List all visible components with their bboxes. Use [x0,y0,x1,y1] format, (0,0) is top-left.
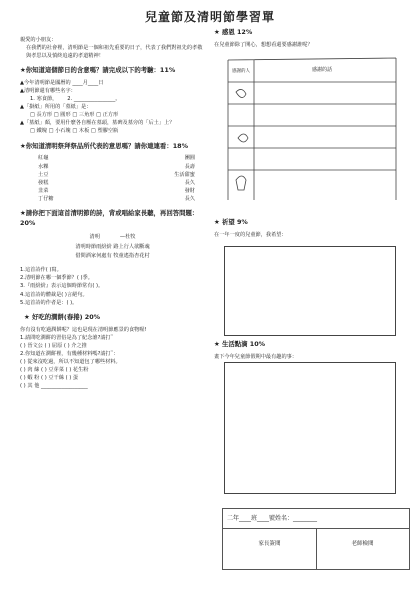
match-row[interactable] [20,187,205,195]
class-name-line[interactable]: 二年____班____號姓名：________ [223,509,409,529]
s1-q3: ▲「掛紙」所用的「墓紙」是： [20,104,92,111]
signature-box [222,508,410,570]
match-right: 長久 [184,195,195,202]
wish-heading: ★ 祈望 9% [214,218,248,226]
intro-text: 在我們的社會裡，清明節是一個和祖先重要的日子，代表了我們對祖先的孝敬與孝思以及慎終追遠的孝道精神！ [26,45,203,60]
wish-answer-box[interactable] [224,246,396,336]
poem-author: —杜牧 [119,233,136,240]
section2-heading: ★你知道清明祭拜祭品所代表的意思嗎？請你連連看：18% [20,141,189,150]
s4-line1: 你有沒有吃過潤餅呢？這也是現在清明節應景的食物喔! [20,326,147,333]
s1-q1: ▲今年清明節是國曆的 ____月____日 [20,80,104,87]
match-row[interactable] [20,171,205,179]
s1-q2: ▲清明節還有哪些名字： [20,88,76,95]
poem [20,233,205,263]
left-column [20,36,205,390]
match-left: 土豆 [38,171,49,178]
s4-q1-options[interactable]: ( ) 晉文公 ( ) 屈原 ( ) 介之推 [20,342,87,349]
match-left: 發糕 [38,179,49,186]
sign-divider [316,529,317,569]
match-right: 發財 [184,187,195,194]
s4-q1: 1.請問吃潤餅的習俗是為了紀念誰?請打ˇ [20,334,114,341]
life-drawing-box[interactable] [224,362,396,494]
match-left: 丁仔糖 [38,195,54,202]
greeting: 親愛的小朋友： [20,37,57,43]
s1-q4: ▲「墓紙」顏，要用什麼各自壓在墓頭，墓碑及墓旁的「后土」上？ [20,120,175,127]
poem-line: 借問酒家何處有 牧童遙指杏花村 [75,253,150,260]
life-heading: ★ 生活點滴 10% [214,340,266,348]
section3-heading: ★請你把下面這首清明節的詩，背或唱給家長聽，再回答問題：20% [20,208,199,227]
wish-section [214,218,404,239]
poem-title: 清明 [89,233,100,240]
match-right: 生活甜蜜 [174,171,195,178]
thanks-scroll[interactable] [224,54,400,202]
match-right: 長壽 [184,163,195,170]
teacher-sign-label[interactable]: 老師檢閱 [351,541,374,547]
thanks-desc: 在兒童節除了開心，想想看還要感謝誰呢？ [214,41,313,48]
s3-question[interactable]: 2.清明節在哪一個季節？( )季。 [20,275,93,282]
thanks-col2-label: 感謝的話 [312,67,333,73]
s1-q2-a2[interactable]: 2. ________________。 [67,96,121,103]
s1-q2-answers [20,95,205,103]
s1-q4-options[interactable]: □ 鐵塊 □ 小石塊 □ 木板 □ 塑膠空瓶 [30,128,119,135]
life-section [214,340,404,361]
s3-question[interactable]: 4.這首詩的體裁是( )言絕句。 [20,291,88,298]
s1-q2-a1: 1. 寒食節， [30,96,58,103]
match-row[interactable] [20,195,205,203]
thanks-col1-label: 感謝的人 [232,69,250,74]
match-left: 水粿 [38,163,49,170]
match-row[interactable] [20,154,205,162]
match-row[interactable] [20,179,205,187]
match-row[interactable] [20,163,205,171]
s4-q2-row[interactable]: ( ) 蝦 粉 ( ) 豆干絲 ( ) 蛋 [20,374,79,381]
poem-line: 清明時節雨紛紛 路上行人欲斷魂 [75,243,150,250]
right-column [214,28,404,49]
match-right: 長久 [184,179,195,186]
s3-question[interactable]: 5.這首詩的作者是：( )。 [20,299,78,306]
poem-header [20,233,205,243]
page-title: 兒童節及清明節學習單 [144,10,275,24]
wish-desc: 在一年一度的兒童節，我希望： [214,231,287,238]
s3-question[interactable]: 1.這首詩作( )寫。 [20,267,62,274]
scroll-frame [228,58,396,200]
section4-heading: ★ 好吃的潤餅(春捲) 20% [24,312,101,321]
section1-heading: ★你知道這個節日的含意嗎？請完成以下的考驗：11% [20,66,176,75]
s4-q2-row[interactable]: ( ) 肉 絲 ( ) 豆芽菜 ( ) 花生粉 [20,366,89,373]
flower-doodle-icon [236,89,248,190]
match-right: 團圓 [184,155,195,162]
s1-q3-options[interactable]: □ 長方形 □ 圓形 □ 三角形 □ 正方形 [30,112,119,119]
life-desc: 畫下今年兒童節假期中最有趣的事： [214,353,298,360]
match-left: 韭菜 [38,187,49,194]
s4-q2-note[interactable]: ( ) 從來沒吃過，所以不知道包了哪些材料。 [20,358,121,365]
s3-question[interactable]: 3.『雨紛紛』表示這個時節常有( )。 [20,283,104,290]
match-left: 紅龜 [38,155,49,162]
thanks-heading: ★ 感恩 12% [214,28,253,36]
parent-sign-label[interactable]: 家長簽閱 [258,541,281,547]
s4-q2: 2.你知道在潤餅裡，有幾種材料嗎?請打ˇ： [20,350,119,357]
s4-q2-row[interactable]: ( ) 其 他 __________________ [20,382,88,389]
